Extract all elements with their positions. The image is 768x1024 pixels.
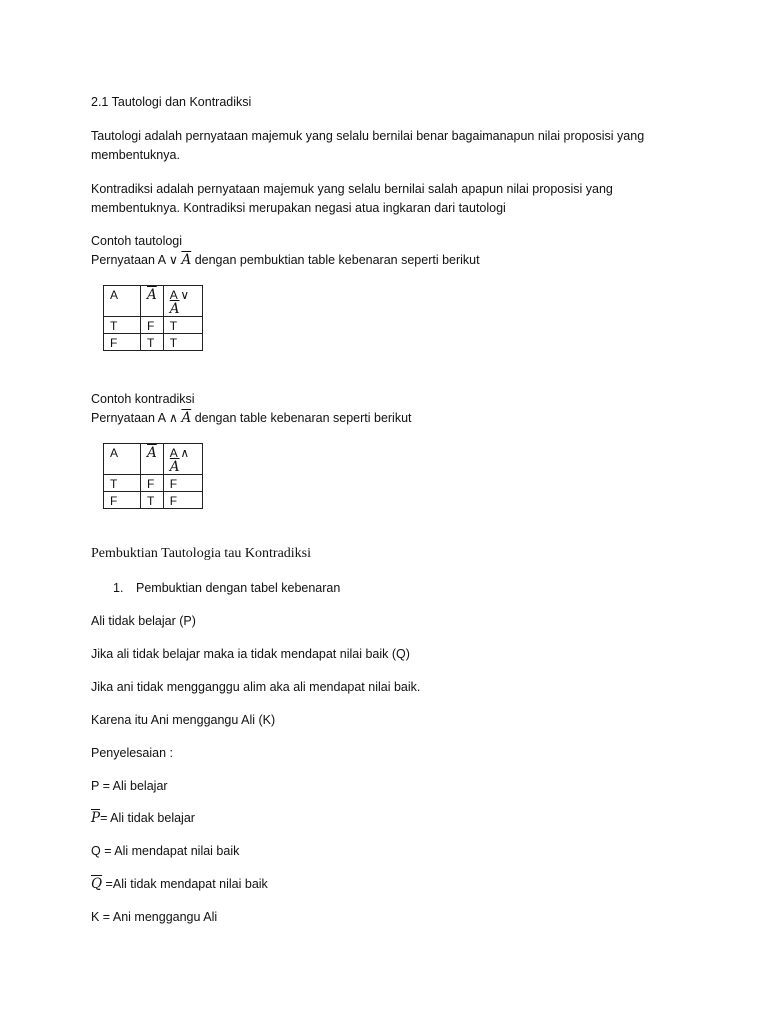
solution-label: Penyelesaian : — [91, 746, 174, 760]
tautologi-definition-line-2: membentuknya. — [91, 148, 180, 162]
truth-table-disjunction — [103, 285, 203, 351]
table-cell: T — [141, 492, 164, 509]
tautologi-statement-suffix: dengan pembuktian table kebenaran seperti berikut — [191, 253, 480, 267]
kontradiksi-statement-suffix: dengan table kebenaran seperti berikut — [191, 411, 412, 425]
table-cell: T — [104, 475, 141, 492]
table-header-row — [104, 444, 203, 475]
tautologi-statement-prefix: Pernyataan A ∨ — [91, 253, 182, 267]
kontradiksi-statement — [91, 410, 412, 426]
negated-q-symbol: $\overline{Q}$ — [91, 876, 103, 892]
table-cell: F — [141, 475, 164, 492]
section-heading: 2.1 Tautologi dan Kontradiksi — [91, 95, 252, 109]
premise-line: Jika ani tidak mengganggu alim aka ali mendapat nilai baik. — [91, 680, 421, 694]
contoh-tautologi-label: Contoh tautologi — [91, 234, 183, 248]
header-a-and-not-a — [163, 444, 202, 475]
header-not-a — [141, 286, 164, 317]
table-cell: F — [163, 492, 202, 509]
negated-a-symbol: $\overline{A}$ — [147, 287, 157, 303]
section-subheading: Pembuktian Tautologia tau Kontradiksi — [91, 546, 312, 561]
contoh-kontradiksi-label: Contoh kontradiksi — [91, 392, 195, 406]
table-cell: T — [104, 317, 141, 334]
table-row — [104, 317, 203, 334]
table-cell: F — [141, 317, 164, 334]
header-a-or-not-a — [163, 286, 202, 317]
negated-a-symbol: $\overline{A}$ — [147, 445, 157, 461]
header-a: A — [104, 286, 141, 317]
tautologi-statement — [91, 252, 480, 268]
header-a: A — [104, 444, 141, 475]
table-cell: T — [163, 334, 202, 351]
table-cell: F — [104, 492, 141, 509]
table-row — [104, 334, 203, 351]
table-header-row — [104, 286, 203, 317]
list-item-number: 1. — [113, 581, 124, 595]
table-cell: F — [104, 334, 141, 351]
definition-text: =Ali tidak mendapat nilai baik — [102, 877, 268, 891]
premise-line: Ali tidak belajar (P) — [91, 614, 196, 628]
table-cell: T — [141, 334, 164, 351]
premise-line: Karena itu Ani menggangu Ali (K) — [91, 713, 276, 727]
negated-p-symbol: $\overline{P}$ — [91, 810, 101, 826]
truth-table-conjunction — [103, 443, 203, 509]
definition-line: P = Ali belajar — [91, 779, 168, 793]
table-row — [104, 492, 203, 509]
definition-line — [91, 876, 268, 892]
definition-line: K = Ani menggangu Ali — [91, 910, 218, 924]
table-cell: F — [163, 475, 202, 492]
definition-line: Q = Ali mendapat nilai baik — [91, 844, 240, 858]
definition-text: = Ali tidak belajar — [100, 811, 195, 825]
header-operator: A ∨ — [169, 288, 190, 302]
kontradiksi-statement-prefix: Pernyataan A ∧ — [91, 411, 182, 425]
header-operator: A ∧ — [169, 446, 190, 460]
table-cell: T — [163, 317, 202, 334]
negated-a-symbol: $\overline{A}$ — [169, 459, 180, 475]
header-not-a — [141, 444, 164, 475]
table-row — [104, 475, 203, 492]
kontradiksi-definition-line-2: membentuknya. Kontradiksi merupakan negasi atua ingkaran dari tautologi — [91, 201, 506, 215]
tautologi-definition-line-1: Tautologi adalah pernyataan majemuk yang selalu bernilai benar bagaimanapun nilai proposisi yang — [91, 129, 645, 143]
premise-line: Jika ali tidak belajar maka ia tidak mendapat nilai baik (Q) — [91, 647, 410, 661]
list-item-text: Pembuktian dengan tabel kebenaran — [136, 581, 341, 595]
definition-line — [91, 810, 195, 826]
negated-a-symbol: $\overline{A}$ — [181, 252, 192, 268]
negated-a-symbol: $\overline{A}$ — [181, 410, 192, 426]
negated-a-symbol: $\overline{A}$ — [169, 301, 180, 317]
kontradiksi-definition-line-1: Kontradiksi adalah pernyataan majemuk yang selalu bernilai salah apapun nilai proposisi yang — [91, 182, 613, 196]
